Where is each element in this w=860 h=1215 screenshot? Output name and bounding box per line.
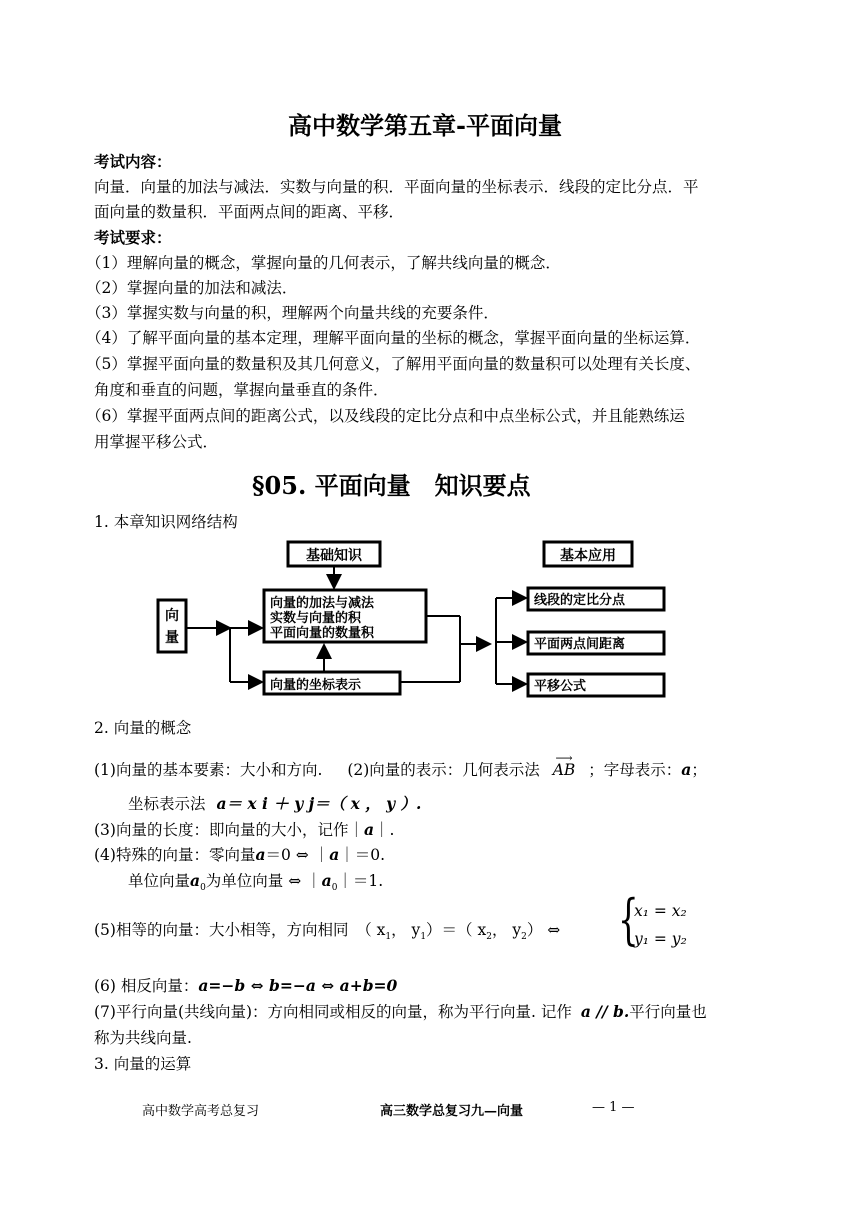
label-liang: 量 [165, 630, 179, 646]
equation-line: x₁ = x₂ [634, 902, 687, 920]
equation-line: y₁ = y₂ [634, 930, 687, 948]
req-item: （5）掌握平面向量的数量积及其几何意义，了解用平面向量的数量积可以处理有关长度、 [86, 355, 701, 373]
footer-center: 高三数学总复习九—向量 [380, 1104, 524, 1119]
concept-text: (3)向量的长度：即向量的大小，记作｜ [94, 821, 364, 839]
req-item: （2）掌握向量的加法和减法． [86, 279, 298, 297]
concept-text: ， y [491, 921, 522, 939]
concept-text: (4)特殊的向量：零向量 [94, 846, 256, 864]
subscript: 0 [331, 883, 338, 894]
label-basic-application: 基本应用 [560, 548, 616, 564]
label-op1: 向量的加法与减法 [270, 596, 375, 611]
concept-text: (5)相等的向量：大小相等，方向相同 （ x [94, 921, 386, 939]
section-title: §05. 平面向量 知识要点 [252, 471, 531, 500]
subscript: 1 [420, 932, 427, 943]
vector-arrow-icon: ⟶ [555, 751, 573, 765]
coord-formula: a＝ x i ＋ y j＝（ x ， y ）. [216, 794, 422, 813]
concept-text: 单位向量 [128, 872, 191, 890]
subscript: 2 [521, 932, 527, 943]
label-app-3: 平移公式 [534, 679, 587, 694]
concept-text: (2)向量的表示：几何表示法 [347, 761, 540, 779]
concept-text: ， y [391, 921, 421, 939]
concept-text: ｜＝1. [337, 872, 384, 890]
concept-line [94, 918, 560, 942]
parallel-notation: a // b. [580, 1002, 630, 1021]
concept-line [94, 751, 707, 780]
label-app-1: 线段的定比分点 [534, 593, 626, 608]
label-app-2: 平面两点间距离 [534, 637, 626, 652]
concept-text: ＝0 ⇔ ｜ [265, 846, 330, 864]
symbol-a: a [321, 871, 332, 890]
concept-line: 称为共线向量. [94, 1029, 192, 1047]
label-xiang: 向 [165, 608, 179, 624]
item-heading: 3. 向量的运算 [94, 1055, 192, 1073]
concept-line [94, 843, 385, 865]
concept-line [128, 869, 383, 893]
subscript: 2 [486, 932, 492, 943]
concept-text: ｜. [374, 821, 395, 839]
exam-req-heading: 考试要求： [94, 228, 172, 247]
concept-text: 平行向量也 [629, 1003, 707, 1021]
concept-text: 坐标表示法 [128, 795, 206, 813]
symbol-a: a [255, 845, 266, 864]
label-op2: 实数与向量的积 [270, 611, 362, 626]
symbol-a: a [190, 871, 201, 890]
exam-content-line: 面向量的数量积．平面两点间的距离、平移． [94, 203, 405, 221]
req-item: （3）掌握实数与向量的积，理解两个向量共线的充要条件． [86, 304, 499, 322]
concept-text: ）＝（ x [426, 921, 487, 939]
req-item: （4）了解平面向量的基本定理，理解平面向量的坐标的概念，掌握平面向量的坐标运算． [86, 329, 701, 347]
subscript: 0 [200, 883, 206, 894]
symbol-a: a [363, 820, 375, 839]
vector-ab-label: AB [552, 761, 576, 779]
label-coordinates: 向量的坐标表示 [270, 678, 362, 693]
concept-line [94, 1000, 707, 1022]
item-heading: 2. 向量的概念 [94, 719, 192, 737]
left-brace-icon: { [618, 888, 639, 951]
item-heading: 1. 本章知识网络结构 [94, 513, 238, 531]
symbol-a: a [329, 845, 340, 864]
concept-text: ｜＝0. [339, 846, 386, 864]
opposite-vector-formula: a=−b ⇔ b=−a ⇔ a+b=0 [198, 976, 398, 995]
req-item: 角度和垂直的问题，掌握向量垂直的条件． [94, 381, 389, 399]
concept-text: (7)平行向量(共线向量)：方向相同或相反的向量，称为平行向量. 记作 [94, 1003, 572, 1021]
req-item: 用掌握平移公式． [94, 433, 219, 451]
equation-system [618, 888, 698, 956]
label-basic-knowledge: 基础知识 [306, 548, 362, 564]
concept-text: (6) 相反向量： [94, 977, 199, 995]
concept-text: ） ⇔ [526, 921, 561, 939]
concept-line [128, 792, 421, 814]
exam-content-line: 向量．向量的加法与减法．实数与向量的积．平面向量的坐标表示．线段的定比分点．平 [94, 178, 699, 196]
subscript: 1 [385, 932, 392, 943]
req-item: （6）掌握平面两点间的距离公式，以及线段的定比分点和中点坐标公式，并且能熟练运 [86, 407, 685, 425]
req-item: （1）理解向量的概念，掌握向量的几何表示，了解共线向量的概念． [86, 254, 561, 272]
page-number: — 1 — [592, 1100, 635, 1115]
concept-text: 为单位向量 ⇔ ｜ [205, 872, 322, 890]
exam-content-heading: 考试内容： [94, 152, 172, 171]
knowledge-network-diagram [150, 532, 680, 702]
concept-line [94, 818, 394, 840]
concept-text: ； [691, 761, 707, 779]
page-title: 高中数学第五章-平面向量 [288, 111, 562, 140]
symbol-a: a [681, 760, 692, 779]
label-op3: 平面向量的数量积 [270, 626, 375, 641]
concept-text: (1)向量的基本要素：大小和方向. [94, 761, 323, 779]
concept-text: ；字母表示： [588, 761, 682, 779]
concept-line [94, 974, 397, 996]
vector-ab-notation [552, 751, 576, 779]
footer-left: 高中数学高考总复习 [142, 1104, 260, 1119]
